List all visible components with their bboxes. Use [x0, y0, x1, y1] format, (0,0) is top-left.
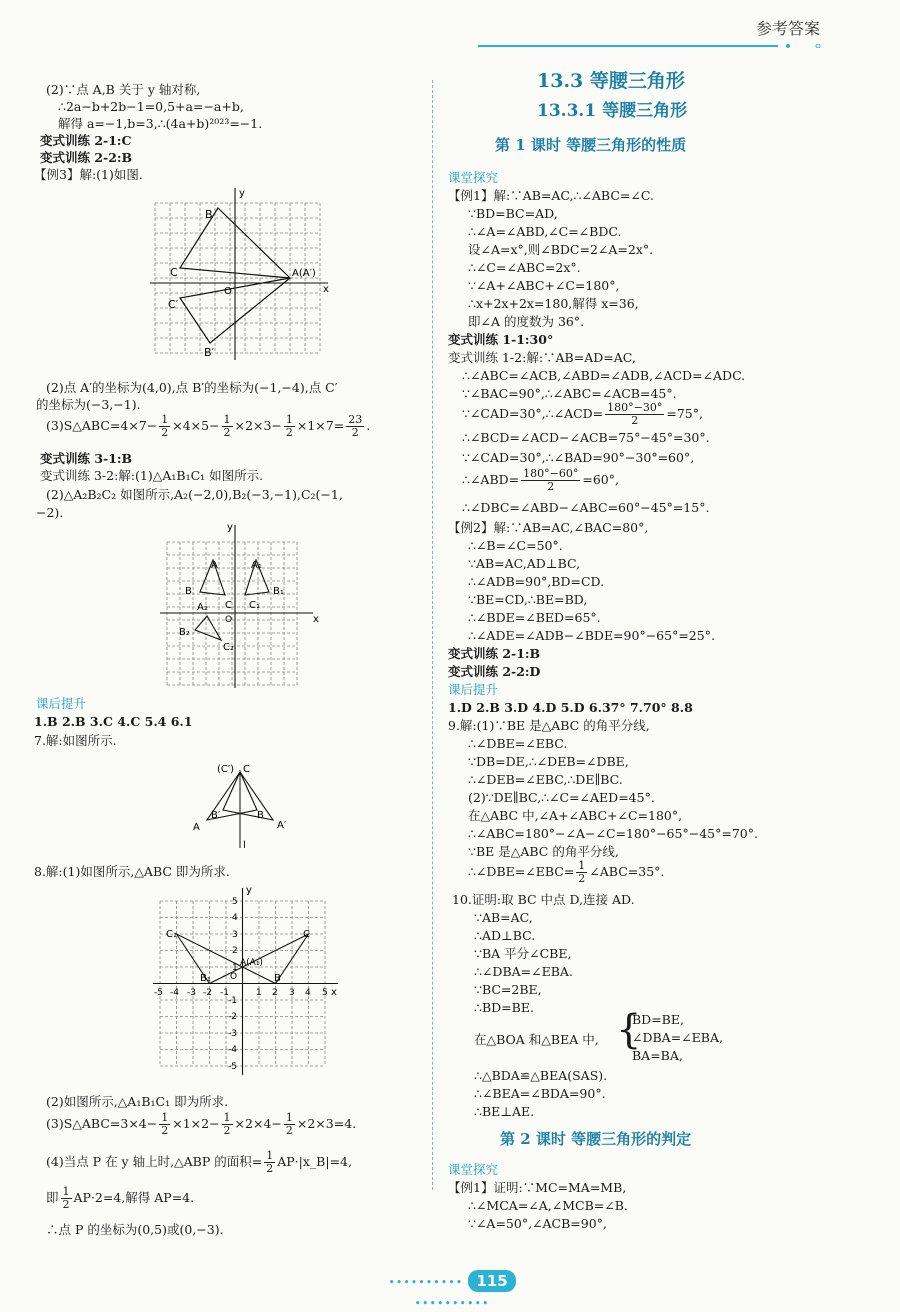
angle-formula-1: ∵∠CAD=30°,∴∠ACD= $\frac{180^\circ-30^\circ}{2}$ =75°, — [462, 401, 703, 427]
y-tick: 1 — [232, 963, 238, 973]
text-line: (2)∵点 A,B 关于 y 轴对称, — [46, 82, 201, 97]
x-tick: -2 — [203, 988, 212, 998]
area-formula-3: (4)当点 P 在 y 轴上时,△ABP 的面积= $\frac{1}{2}$ AP·|x_B|=4, — [46, 1149, 352, 1175]
text-line: ∵AB=AC,AD⊥BC, — [468, 556, 581, 571]
section-heading: 课堂探究 — [448, 170, 499, 185]
text-line: ∵∠BAC=90°,∴∠ABC=∠ACB=45°. — [462, 386, 677, 401]
figure-label: y — [227, 522, 233, 533]
y-tick: -1 — [228, 996, 237, 1006]
x-tick: 3 — [289, 988, 295, 998]
figure-2-grid — [155, 520, 325, 690]
text-line: ∵BA 平分∠CBE, — [474, 946, 572, 961]
text-line: ∴∠A=∠ABD,∠C=∠BDC. — [468, 224, 622, 239]
angle-formula-2: ∴∠ABD= $\frac{180^\circ-60^\circ}{2}$ =60°, — [462, 467, 619, 493]
figure-label: x — [313, 614, 319, 625]
text-line: ∴∠BDE=∠BED=65°. — [468, 610, 601, 625]
y-tick: -5 — [228, 1062, 237, 1072]
figure-label: A — [211, 560, 218, 571]
figure-label: y — [246, 885, 252, 896]
text-line: ∴∠MCA=∠A,∠MCB=∠B. — [468, 1198, 628, 1213]
text-line: 8.解:(1)如图所示,△ABC 即为所求. — [34, 864, 230, 879]
figure-label: C₁ — [166, 929, 177, 940]
x-tick: 4 — [305, 988, 311, 998]
lesson-title: 第 2 课时 等腰三角形的判定 — [500, 1130, 692, 1148]
text-line: 解得 a=−1,b=3,∴(4a+b)²⁰²³=−1. — [58, 116, 263, 131]
text-line: 7.解:如图所示. — [34, 733, 117, 748]
area-formula-1: (3)S△ABC=4×7− $\frac{1}{2}$ ×4×5− $\frac{1}{2}$ ×2×3− $\frac{1}{2}$ ×1×7= $\frac{23}{2}$ . — [46, 413, 371, 439]
footer-dots: •••••••••• — [388, 1276, 464, 1289]
figure-label: A₂ — [197, 602, 208, 613]
figure-label: C — [303, 929, 310, 940]
text-line: 变式训练 2-1:B — [448, 646, 541, 661]
text-line: 1.B 2.B 3.C 4.C 5.4 6.1 — [34, 714, 193, 729]
text-line: (2)△A₂B₂C₂ 如图所示,A₂(−2,0),B₂(−3,−1),C₂(−1, — [46, 487, 343, 502]
area-formula-2: (3)S△ABC=3×4− $\frac{1}{2}$ ×1×2− $\frac{1}{2}$ ×2×4− $\frac{1}{2}$ ×2×3=4. — [46, 1111, 357, 1137]
text-line: ∴∠B=∠C=50°. — [468, 538, 563, 553]
figure-3-triangles — [185, 760, 305, 852]
header-title: 参考答案 — [755, 19, 820, 38]
text-line: ∴AD⊥BC. — [474, 928, 536, 943]
figure-label: B — [257, 810, 264, 821]
text-line: ∵BE=CD,∴BE=BD, — [468, 592, 588, 607]
text-line: ∴∠DBE=∠EBC. — [468, 736, 568, 751]
figure-label: O — [230, 972, 238, 982]
text-line: ∴2a−b+2b−1=0,5+a=−a+b, — [58, 99, 244, 114]
text-line: ∵BD=BC=AD, — [468, 206, 558, 221]
text-line: 【例3】解:(1)如图. — [34, 167, 143, 182]
figure-label: l — [243, 840, 246, 851]
text-line: 9.解:(1)∵BE 是△ABC 的角平分线, — [448, 718, 650, 733]
x-tick: 1 — [256, 988, 262, 998]
text-line: ∴∠BCD=∠ACD−∠ACB=75°−45°=30°. — [462, 430, 710, 445]
text-line: 设∠A=x°,则∠BDC=2∠A=2x°. — [468, 242, 654, 257]
column-divider — [432, 80, 433, 1190]
text-line: ∵BC=2BE, — [474, 982, 542, 997]
y-tick: -2 — [228, 1012, 237, 1022]
text-line: −2). — [36, 505, 64, 520]
text-line: 变式训练 3-2:解:(1)△A₁B₁C₁ 如图所示. — [40, 468, 264, 483]
figure-label: O — [224, 286, 232, 297]
text-line: 在△ABC 中,∠A+∠ABC+∠C=180°, — [468, 808, 683, 823]
figure-label: A(A′) — [292, 268, 316, 279]
x-tick: 2 — [272, 988, 278, 998]
text-line: 的坐标为(−3,−1). — [36, 397, 141, 412]
figure-label: B₁ — [273, 586, 284, 597]
text-line: ∴∠DBA=∠EBA. — [474, 964, 573, 979]
header-decoration — [478, 44, 838, 48]
area-formula-4: 即 $\frac{1}{2}$ AP·2=4,解得 AP=4. — [46, 1185, 195, 1211]
chapter-title: 13.3 等腰三角形 — [537, 70, 685, 92]
figure-label: C — [243, 764, 250, 775]
text-line: 变式训练 2-2:B — [40, 150, 133, 165]
figure-label: A(A₁) — [240, 958, 263, 968]
text-line: 【例1】证明:∵MC=MA=MB, — [448, 1180, 627, 1195]
figure-label: (C′) — [217, 764, 235, 775]
y-tick: 2 — [232, 946, 238, 956]
figure-label: B — [205, 208, 213, 221]
section-heading: 课后提升 — [448, 682, 499, 697]
figure-label: B₂ — [179, 627, 190, 638]
figure-label: C₁ — [249, 600, 260, 611]
brace-symbol: { — [616, 1007, 642, 1053]
text-line: ∵∠A+∠ABC+∠C=180°, — [468, 278, 620, 293]
figure-label: B — [185, 586, 192, 597]
section-heading: 课堂探究 — [448, 1162, 499, 1177]
x-tick: -1 — [220, 988, 229, 998]
angle-formula-3: ∴∠DBE=∠EBC= $\frac{1}{2}$ ∠ABC=35°. — [468, 859, 665, 885]
text-line: 在△BOA 和△BEA 中, — [474, 1032, 599, 1047]
text-line: ∵BE 是△ABC 的角平分线, — [468, 844, 619, 859]
x-tick: -4 — [170, 988, 179, 998]
text-line: ∵AB=AC, — [474, 910, 533, 925]
text-line: BA=BA, — [632, 1048, 683, 1063]
figure-label: A — [193, 822, 200, 833]
figure-label: B₁ — [200, 973, 211, 984]
text-line: ∵∠CAD=30°,∴∠BAD=90°−30°=60°, — [462, 450, 695, 465]
figure-label: y — [239, 188, 245, 199]
figure-label: B′ — [204, 346, 215, 359]
text-line: ∠DBA=∠EBA, — [632, 1030, 723, 1045]
figure-label: A′ — [277, 820, 287, 831]
text-line: 10.证明:取 BC 中点 D,连接 AD. — [452, 892, 635, 907]
text-line: ∴∠C=∠ABC=2x°. — [468, 260, 581, 275]
text-line: ∴点 P 的坐标为(0,5)或(0,−3). — [46, 1222, 224, 1237]
y-tick: 5 — [232, 897, 238, 907]
text-line: ∴∠BEA=∠BDA=90°. — [474, 1086, 606, 1101]
text-line: ∴∠ADB=90°,BD=CD. — [468, 574, 605, 589]
text-line: 变式训练 3-1:B — [40, 451, 133, 466]
figure-label: C — [225, 600, 232, 611]
footer-dots: •••••••••• — [414, 1297, 490, 1310]
page-footer — [372, 1270, 532, 1311]
text-line: ∴∠ABC=∠ACB,∠ABD=∠ADB,∠ACD=∠ADC. — [462, 368, 746, 383]
figure-label: B — [274, 973, 281, 984]
figure-4-grid — [148, 883, 343, 1081]
text-line: ∴△BDA≌△BEA(SAS). — [474, 1068, 608, 1083]
x-tick: 5 — [322, 988, 328, 998]
y-tick: 3 — [232, 930, 238, 940]
figure-1-grid — [150, 188, 350, 363]
page-number: 115 — [468, 1270, 515, 1292]
text-line: ∴∠DEB=∠EBC,∴DE∥BC. — [468, 772, 623, 787]
y-tick: 4 — [232, 913, 238, 923]
figure-label: C₂ — [223, 642, 234, 653]
figure-label: C — [170, 266, 178, 279]
text-line: 变式训练 2-2:D — [448, 664, 541, 679]
text-line: (2)∵DE∥BC,∴∠C=∠AED=45°. — [468, 790, 655, 805]
text-line: 变式训练 1-1:30° — [448, 332, 554, 347]
text-line: ∴BD=BE. — [474, 1000, 534, 1015]
figure-label: C′ — [168, 298, 179, 311]
text-line: (2)如图所示,△A₁B₁C₁ 即为所求. — [46, 1094, 229, 1109]
text-line: 变式训练 2-1:C — [40, 133, 132, 148]
text-line: ∴∠ABC=180°−∠A−∠C=180°−65°−45°=70°. — [468, 826, 758, 841]
figure-label: B′ — [211, 810, 221, 821]
text-line: ∴BE⊥AE. — [474, 1104, 535, 1119]
text-line: ∴∠DBC=∠ABD−∠ABC=60°−45°=15°. — [462, 500, 710, 515]
text-line: 【例2】解:∵AB=AC,∠BAC=80°, — [448, 520, 649, 535]
text-line: ∴∠ADE=∠ADB−∠BDE=90°−65°=25°. — [468, 628, 715, 643]
text-line: 1.D 2.B 3.D 4.D 5.D 6.37° 7.70° 8.8 — [448, 700, 693, 715]
text-line: ∴x+2x+2x=180,解得 x=36, — [468, 296, 639, 311]
text-line: ∵DB=DE,∴∠DEB=∠DBE, — [468, 754, 629, 769]
x-tick: -3 — [187, 988, 196, 998]
lesson-title: 第 1 课时 等腰三角形的性质 — [495, 136, 687, 154]
x-tick: -5 — [154, 988, 163, 998]
text-line: (2)点 A′的坐标为(4,0),点 B′的坐标为(−1,−4),点 C′ — [46, 380, 338, 395]
text-line: 【例1】解:∵AB=AC,∴∠ABC=∠C. — [448, 188, 654, 203]
figure-label: A₁ — [251, 560, 262, 571]
y-tick: -4 — [228, 1045, 237, 1055]
text-line: BD=BE, — [632, 1012, 684, 1027]
section-title: 13.3.1 等腰三角形 — [537, 101, 688, 121]
text-line: 即∠A 的度数为 36°. — [468, 314, 585, 329]
section-heading: 课后提升 — [36, 696, 87, 711]
text-line: ∵∠A=50°,∠ACB=90°, — [468, 1216, 607, 1231]
y-tick: -3 — [228, 1029, 237, 1039]
figure-label: x — [323, 284, 329, 295]
figure-label: O — [225, 615, 233, 625]
text-line: 变式训练 1-2:解:∵AB=AD=AC, — [448, 350, 636, 365]
figure-label: x — [331, 987, 337, 998]
